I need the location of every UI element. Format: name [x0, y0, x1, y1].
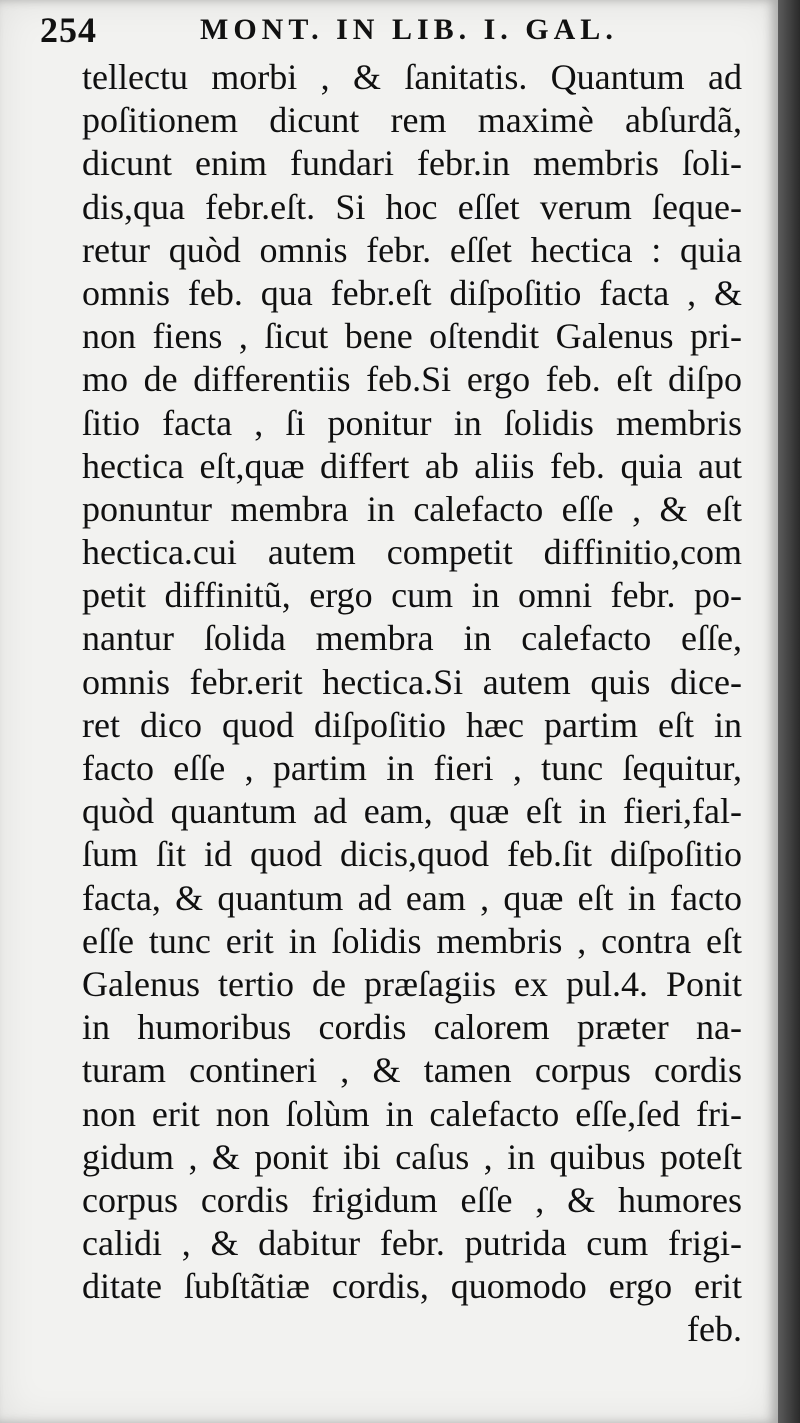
text-line: petit diffinitũ, ergo cum in omni febr. po-	[82, 575, 742, 616]
text-line: dicunt enim fundari febr.in membris ſoli-	[82, 143, 742, 184]
page-edge-shadow	[778, 0, 800, 1423]
page-header	[40, 10, 730, 50]
text-line: ponuntur membra in calefacto eſſe , & eſt	[82, 488, 742, 529]
page-number: 254	[40, 10, 97, 50]
text-line: non fiens , ſicut bene oſtendit Galenus pri-	[82, 316, 742, 357]
text-line: omnis feb. qua febr.eſt diſpoſitio facta , &	[82, 272, 742, 313]
text-line: retur quòd omnis febr. eſſet hectica : quia	[82, 229, 742, 270]
text-line: mo de differentiis feb.Si ergo feb. eſt diſpo	[82, 359, 742, 400]
text-line: facto eſſe , partim in fieri , tunc ſequitur,	[82, 748, 742, 788]
text-line: non erit non ſolùm in calefacto eſſe,ſed fri-	[82, 1093, 742, 1134]
text-line: facta, & quantum ad eam , quæ eſt in facto	[82, 877, 742, 918]
text-line: nantur ſolida membra in calefacto eſſe,	[82, 618, 742, 659]
text-line: Galenus tertio de præſagiis ex pul.4. Ponit	[82, 963, 742, 1004]
text-line: corpus cordis frigidum eſſe , & humores	[82, 1179, 742, 1220]
text-line: tellectu morbi , & ſanitatis. Quantum ad	[82, 57, 742, 97]
text-line: poſitionem dicunt rem maximè abſurdã,	[82, 100, 742, 141]
text-line: ſitio facta , ſi ponitur in ſolidis membris	[82, 402, 742, 443]
text-line: calidi , & dabitur febr. putrida cum frigi-	[82, 1223, 742, 1264]
body-text	[82, 56, 742, 1352]
text-line: quòd quantum ad eam, quæ eſt in fieri,fal-	[82, 791, 742, 832]
text-line: feb.	[687, 1309, 742, 1350]
text-line: hectica eſt,quæ differt ab aliis feb. quia aut	[82, 445, 742, 486]
text-line: omnis febr.erit hectica.Si autem quis dice-	[82, 661, 742, 702]
text-line: dis,qua febr.eſt. Si hoc eſſet verum ſeque-	[82, 186, 742, 227]
text-line: ſum ſit id quod dicis,quod feb.ſit diſpoſitio	[82, 834, 742, 875]
text-line: ret dico quod diſpoſitio hæc partim eſt in	[82, 704, 742, 745]
text-line: eſſe tunc erit in ſolidis membris , contra eſt	[82, 920, 742, 961]
text-line: turam contineri , & tamen corpus cordis	[82, 1050, 742, 1091]
text-line: gidum , & ponit ibi caſus , in quibus poteſt	[82, 1136, 742, 1177]
running-head: MONT. IN LIB. I. GAL.	[200, 13, 618, 46]
text-line: in humoribus cordis calorem præter na-	[82, 1007, 742, 1048]
text-line: hectica.cui autem competit diffinitio,com	[82, 532, 742, 573]
text-line: ditate ſubſtãtiæ cordis, quomodo ergo erit	[82, 1266, 742, 1307]
